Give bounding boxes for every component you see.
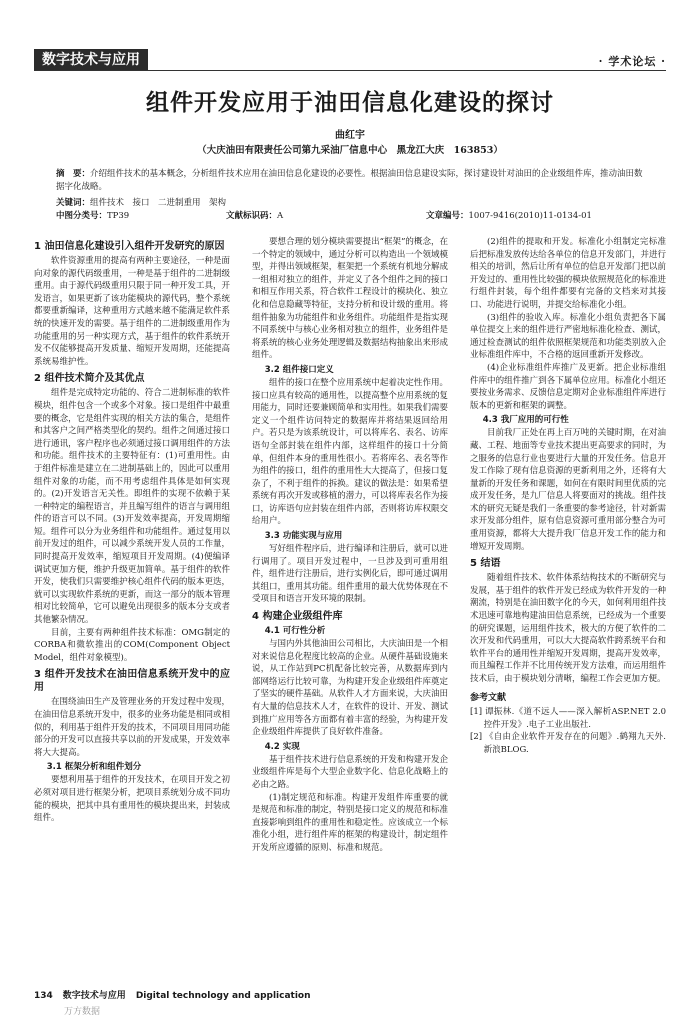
article-number: 1007-9416(2010)11-0134-01 <box>468 211 592 221</box>
page-number: 134 <box>34 991 53 1001</box>
section-heading: 1 油田信息化建设引入组件开发研究的原因 <box>34 241 225 252</box>
subsection-heading: 4.2 实现 <box>264 741 300 752</box>
section-tag: · 学术论坛 · <box>598 55 666 68</box>
reference-item: [2] 《自由企业软件开发存在的问题》.鹤翔九天外.新浪BLOG. <box>470 732 666 755</box>
paragraph: 要想合理的划分模块需要提出“框架”的概念，在一个特定的领域中，通过分析可以构造出一个领域模型，并得出领域框架，框架把一个系统有机地分解成一组相对独立的组件，并定义了各个组件之间的接口和相互作用关系，符合软件工程设计的模块化、独立化和信息隐藏等特征，支持分析和设计级的重用。将组件抽象为功能组件和业务组件。功能组件是指实现不同系统中与核心业务相对独立的组件，业务组件是将系统的核心业务处理逻辑及数据结构抽象出来形成组件。 <box>252 237 448 361</box>
abstract-label: 摘 要： <box>56 169 91 179</box>
subsection-heading: 4.1 可行性分析 <box>264 626 326 637</box>
paragraph: (4)企业标准组件库推广及更新。把企业标准组件库中的组件推广到各下属单位应用。标准化小组还要按业务需求、反馈信息定期对企业标准组件库进行版本的更新和框架的调整。 <box>470 362 666 411</box>
reference-item: [1] 谭振林.《道不远人——深入解析ASP.NET 2.0控件开发》.电子工业出版社. <box>470 707 666 730</box>
footer-journal-en: Digital technology and application <box>135 991 311 1001</box>
article-label: 文章编号： <box>426 211 469 221</box>
abstract <box>56 168 644 194</box>
clc-label: 中图分类号： <box>56 211 108 221</box>
abstract-text: 介绍组件技术的基本概念，分析组件技术应用在油田信息化建设的必要性。根据油田信息建设实际，探讨建设针对油田的企业级组件库，推动油田数据字化战略。 <box>56 169 643 192</box>
classification-row <box>56 210 644 222</box>
footer-journal-cn: 数字技术与应用 <box>62 991 126 1001</box>
page-footer <box>34 988 321 1001</box>
subsection-heading: 3.3 功能实现与应用 <box>264 531 343 542</box>
watermark: 万方数据 <box>64 1007 101 1017</box>
affiliation: （大庆油田有限责任公司第九采油厂信息中心 黑龙江大庆 163853） <box>197 145 503 156</box>
paragraph: (2)组件的提取和开发。标准化小组制定完标准后把标准发放传达给各单位的信息开发部门，并进行相关的培训，然后让所有单位的信息开发部门把以前开发过的、重用性比较强的模块依照规范化的标准进行组件封装，每个组件都要有完备的文档来对其接口、功能进行说明，并提交给标准化小组。 <box>470 237 666 310</box>
section-heading: 2 组件技术简介及其优点 <box>34 373 145 385</box>
column-left <box>34 236 230 825</box>
column-middle <box>252 236 448 855</box>
paragraph: 目前，主要有两种组件技术标准：OMG制定的CORBA和微软推出的COM(Component Object Model，组件对象模型)。 <box>34 627 230 663</box>
section-heading: 5 结语 <box>470 558 501 570</box>
subsection-heading: 4.3 我厂应用的可行性 <box>482 415 569 426</box>
doc-code: A <box>277 211 284 221</box>
references-heading: 参考文献 <box>470 692 507 703</box>
keywords-label: 关键词： <box>56 198 91 208</box>
paragraph: 组件是完成特定功能的、符合二进制标准的软件模块，组件包含一个或多个对象。接口是组件中最重要的概念，它是组件实现的相关方法的集合，是组件和其客户之间严格类型化的契约。组件之间通过接口进行通讯，客户程序也必须通过接口调用组件的方法和功能。组件技术的主要特征有：(1)可重用性。由于组件标准是建立在二进制基础上的，因此可以重用组件对象的功能，而不用考虑组件具体是如何实现的。(2)开发语言无关性。即组件的实现不依赖于某一种特定的编程语言，并且编写组件的语言与调用组件的语言可以不同。(3)开发效率提高，开发周期缩短。组件可以分为业务组件和功能组件。通过复用以前开发过的组件，可以减少系统开发人员的工作量，同时提高开发效率，缩短项目开发周期。(4)便编译调试更加方便，维护升级更加简单。基于组件的软件开发，使我们只需要维护核心组件代码的版本更迭，就可以实现软件系统的更新，而这一部分的版本管理相对比较简单，它可以避免出现很多的版本分支或者其他繁杂情况。 <box>34 388 230 626</box>
header-band <box>0 0 700 68</box>
section-heading: 3 组件开发技术在油田信息系统开发中的应用 <box>34 669 230 694</box>
paper-title: 组件开发应用于油田信息化建设的探讨 <box>146 90 554 116</box>
author: 曲红宇 <box>335 130 365 141</box>
paragraph: 软件资源重用的提高有两种主要途径，一种是面向对象的源代码级重用，一种是基于组件的二进制级重用。由于源代码级重用只限于同一种开发工具，开发语言，如果更新了该功能模块的源代码，整个系统都要重新编译，这种重用方式越来越不能满足软件系统的快速开发的需要。基于组件的二进制级重用作为功能重用的另一种实现方式，基于组件的软件系统开发不仅能够提高开发质量、缩短开发周期，还能提高系统易维护性。 <box>34 256 230 367</box>
paragraph: (3)组件的验收入库。标准化小组负责把各下属单位提交上来的组件进行严密地标准化检查、测试，通过检查测试的组件依照框架规范和功能类别放入企业标准组件库中，不合格的返回重新开发修改。 <box>470 312 666 361</box>
clc-code: TP39 <box>107 211 130 221</box>
section-heading: 4 构建企业级组件库 <box>252 611 343 623</box>
journal-tag: 数字技术与应用 <box>34 49 148 71</box>
paragraph: 组件的接口在整个应用系统中起着决定性作用。接口应具有较高的通用性，以提高整个应用系统的复用能力，同时还要兼顾简单和实用性。如果我们需要定义一个组件访问特定的数据库并将结果返回给用户。若只是为该系统设计，可以将库名、表名、访库语句全部封装在组件内部，这样组件的接口十分简单，但组件本身的重用性很小。若将库名、表名等作为组件的接口，组件的重用性大大提高了，但接口复杂了，不利于组件的拆换。建议的做法是：如果希望系统有再次开发或移植的潜力，可以将库表名作为接口，访库语句应封装在组件内部，否则将访库权限交给用户。 <box>252 377 448 527</box>
subsection-heading: 3.2 组件接口定义 <box>264 364 334 375</box>
keywords-text: 组件技术 接口 二进制重用 架构 <box>90 198 227 208</box>
paragraph: 基于组件技术进行信息系统的开发和构建开发企业级组件库是每个大型企业数字化、信息化战略上的必由之路。 <box>252 754 448 790</box>
keywords-row <box>56 197 644 209</box>
paragraph: 在围绕油田生产及管理业务的开发过程中发现，在油田信息系统开发中，很多的业务功能是相同或相似的，利用基于组件开发的技术，不同项目用同功能部分的开发可以直接共享以前的开发成果，开发效率将大大提高。 <box>34 697 230 758</box>
paragraph: 写好组件程序后，进行编译和注册后，就可以进行调用了。项目开发过程中，一旦涉及到可重用组件，组件进行注册后，进行实例化后，即可通过调用其组口，重用其功能。组件重用的最大优势体现在不受项目和语言开发环境的限制。 <box>252 544 448 605</box>
column-right <box>470 236 666 757</box>
doc-label: 文献标识码： <box>226 211 278 221</box>
paragraph: 要想利用基于组件的开发技术，在项目开发之初必须对项目进行框架分析，把项目系统划分成不同功能的模块，把其中具有重用性的模块提出来，封装成组件。 <box>34 775 230 824</box>
paragraph: 随着组件技术、软件体系结构技术的不断研究与发展，基于组件的软件开发已经成为软件开发的一种潮流，特别是在油田数字化的今天，如何利用组件技术迅速可靠地构建油田信息系统，已经成为一个重要的研究课题，运用组件技术，极大的方便了软件的二次开发和代码重用，可以大大提高软件跨系统平台和软件平台的通用性并缩短开发周期，提高开发效率，而且编程工作并不比用传统开发方法难，而运用组件技术后，由于模块划分清晰，编程工作会更加方便。 <box>470 573 666 684</box>
paragraph: (1)制定规范和标准。构建开发组件库重要的就是规范和标准的制定，特别是接口定义的规范和标准直接影响到组件的重用性和稳定性。应该成立一个标准化小组，进行组件库的框架的构建设计，制定组件开发所应遵循的原则、标准和规范。 <box>252 792 448 853</box>
subsection-heading: 3.1 框架分析和组件划分 <box>46 762 142 773</box>
paragraph: 目前我厂正处在再上百万吨的关键时期，在对油藏、工程、地面等专业技术提出更高要求的同时，为之服务的信息行业也要进行大量的开发任务。信息开发工作除了现有信息资源的更新利用之外，还将有大量新的开发任务和课题，如何在有限时间里优质的完成开发任务，是九厂信息人将要面对的挑战。组件技术的研究无疑是我们一条重要的参考途径，针对新需求开发部分组件，原有信息资源可重用部分整合为可重用资源，都将大大提升我厂信息开发工作的能力和增短开发周期。 <box>470 428 666 552</box>
paragraph: 与国内外其他油田公司相比，大庆油田是一个相对来说信息化程度比较高的企业。从硬件基础设施来说，从工作站到PC机配备比较完善，从数据库到内部网络运行比较可靠，为构建开发企业级组件库奠定了坚实的硬件基础。从软件人才方面来说，大庆油田有大量的信息技术人才，在软件的设计、开发、测试到推广应用等各方面都有着丰富的经验，为构建开发企业级组件库提供了良好软件准备。 <box>252 639 448 738</box>
header-rule <box>34 70 666 71</box>
